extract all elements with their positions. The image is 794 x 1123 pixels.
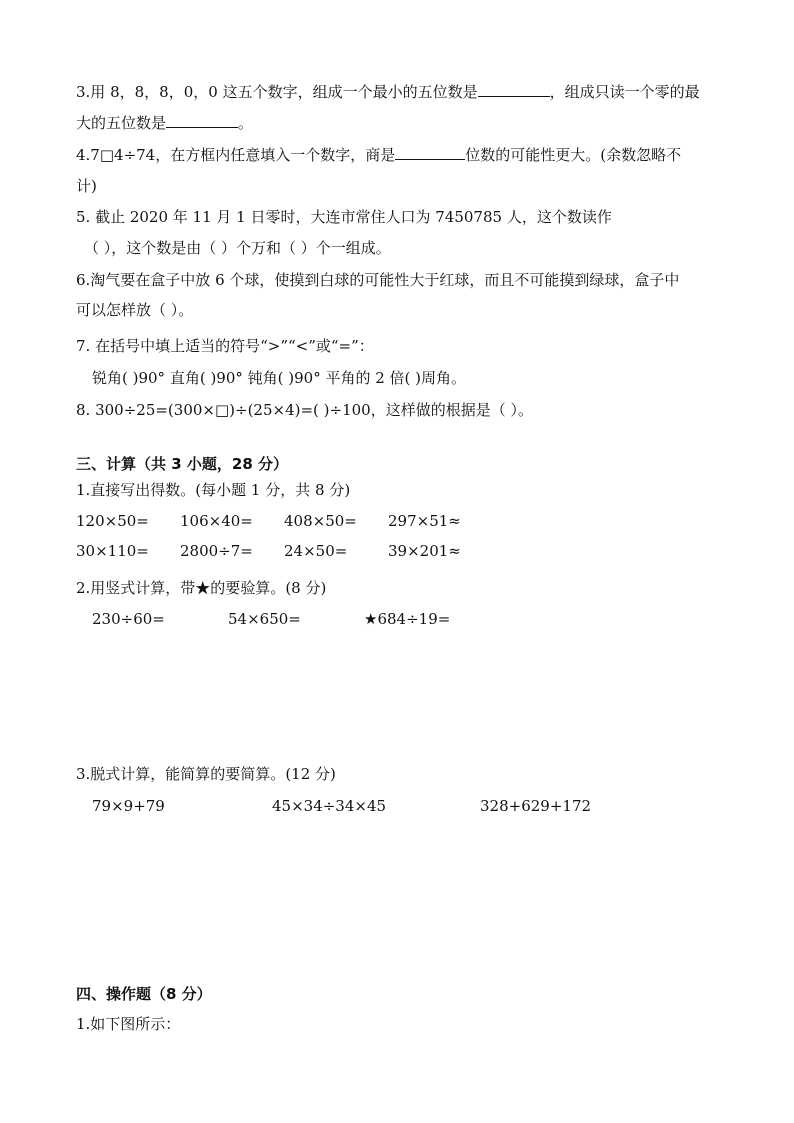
calc-item: 30×110= [76, 542, 149, 560]
stepwise-calc-item: 328+629+172 [480, 797, 592, 815]
answer-blank[interactable] [166, 113, 238, 128]
question-3-line-2 [76, 113, 253, 133]
question-3-text-a: 3.用 8，8，8，0，0 这五个数字，组成一个最小的五位数是 [76, 83, 478, 101]
section-3-sub1-title: 1.直接写出得数。(每小题 1 分，共 8 分) [76, 481, 351, 499]
question-4-text-a: 4.7□4÷74，在方框内任意填入一个数字，商是 [76, 146, 396, 164]
section-3-sub3-title: 3.脱式计算，能简算的要简算。(12 分) [76, 765, 336, 783]
question-6-line-2: 可以怎样放（ ）。 [76, 301, 194, 319]
section-3-heading: 三、计算（共 3 小题，28 分） [76, 455, 288, 473]
vertical-calc-item: 230÷60= [92, 610, 165, 628]
section-4-sub1-title: 1.如下图所示： [76, 1015, 181, 1033]
calc-item: 2800÷7= [180, 542, 253, 560]
question-3-text-d: 。 [238, 114, 254, 132]
stepwise-calc-item: 45×34÷34×45 [272, 797, 387, 815]
question-7-line-1: 7. 在括号中填上适当的符号“>”“<”或“=”： [76, 337, 374, 355]
question-4-text-c: 计) [76, 177, 97, 195]
question-5-line-1: 5. 截止 2020 年 11 月 1 日零时，大连市常住人口为 7450785 人，这个数读作 [76, 208, 612, 226]
question-4-line-2 [76, 176, 97, 196]
question-6-line-1: 6.淘气要在盒子中放 6 个球，使摸到白球的可能性大于红球，而且不可能摸到绿球，盒子中 [76, 271, 680, 289]
question-3-text-c: 大的五位数是 [76, 114, 167, 132]
question-4-text-b: 位数的可能性更大。(余数忽略不 [465, 146, 682, 164]
answer-blank[interactable] [395, 145, 465, 160]
question-4-line-1 [76, 145, 681, 165]
answer-blank[interactable] [478, 82, 550, 97]
section-4-heading: 四、操作题（8 分） [76, 985, 212, 1003]
calc-item: 106×40= [180, 512, 253, 530]
calc-item: 39×201≈ [388, 542, 461, 560]
calc-item: 408×50= [284, 512, 357, 530]
stepwise-calc-item: 79×9+79 [92, 797, 165, 815]
question-5-line-2: （ ），这个数是由（ ）个万和（ ）个一组成。 [84, 239, 391, 257]
section-3-sub2-title: 2.用竖式计算，带★的要验算。(8 分) [76, 579, 327, 597]
vertical-calc-item: ★684÷19= [364, 610, 451, 628]
vertical-calc-item: 54×650= [228, 610, 301, 628]
calc-item: 120×50= [76, 512, 149, 530]
question-7-line-2: 锐角( )90° 直角( )90° 钝角( )90° 平角的 2 倍( )周角。 [92, 369, 467, 387]
calc-item: 24×50= [284, 542, 348, 560]
calc-item: 297×51≈ [388, 512, 461, 530]
question-3-line-1 [76, 82, 700, 102]
question-3-text-b: ，组成只读一个零的最 [549, 83, 700, 101]
question-8-line-1: 8. 300÷25=(300×□)÷(25×4)=( )÷100，这样做的根据是（ ）。 [76, 401, 533, 419]
